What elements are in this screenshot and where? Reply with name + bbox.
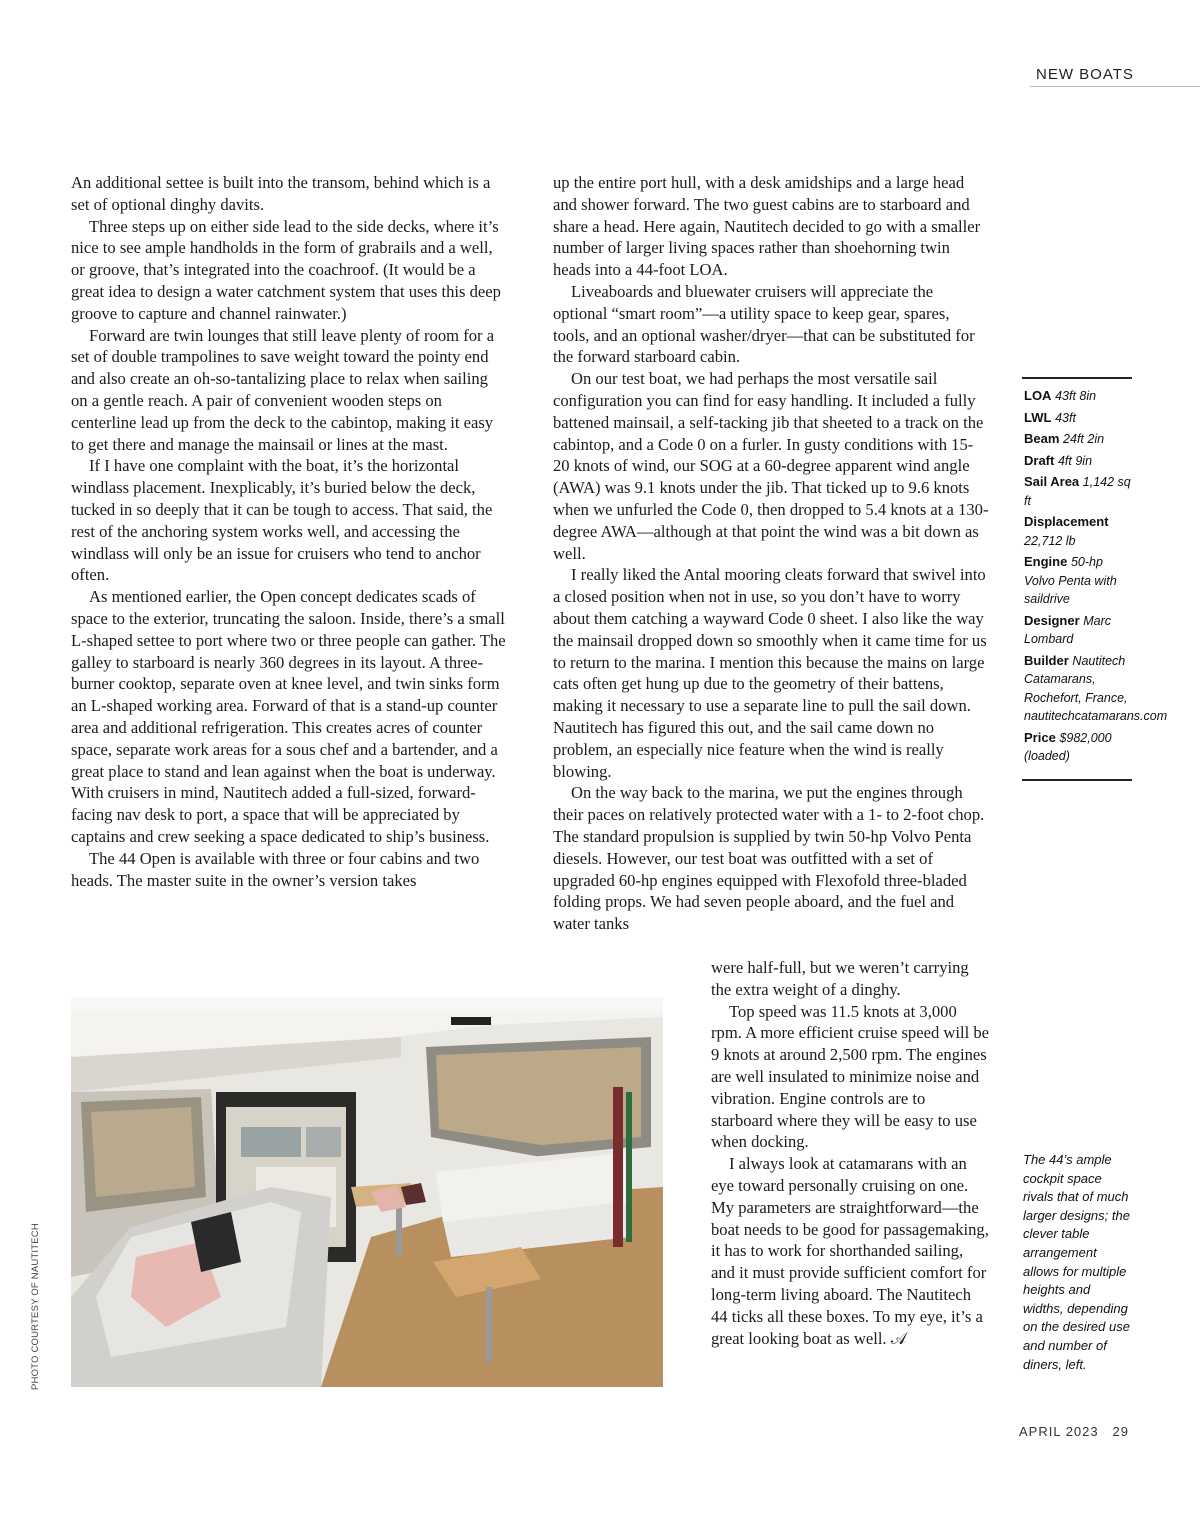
- paragraph: were half-full, but we weren’t carrying the extra weight of a dinghy.: [711, 958, 969, 999]
- paragraph: Forward are twin lounges that still leave plenty of room for a set of double trampolines to save weight toward the pointy end and also create an oh-so-tantalizing place to relax when sailing on a gentle reach. A pair of convenient wooden steps on centerline lead up from the deck to the cabintop, making it easy to get there and manage the mainsail or lines at the mast.: [71, 325, 495, 454]
- page-number: 29: [1112, 1424, 1129, 1439]
- spec-draft: Draft 4ft 9in: [1024, 452, 1093, 468]
- paragraph: I always look at catamarans with an eye toward personally cruising on one. My parameters are straightforward—the boat needs to be good for passagemaking, it has to work for shorthanded sailing, and it must provide sufficient comfort for long-term living aboard. The Nautitech 44 ticks all these boxes. To my eye, it’s a great looking boat as well. 𝒜: [711, 1154, 989, 1348]
- article-column-2: [553, 172, 989, 935]
- spec-designer: Designer Marc Lombard: [1024, 612, 1112, 646]
- paragraph: On our test boat, we had perhaps the most versatile sail configuration you can find for easy handling. It included a fully battened mainsail, a self-tacking jib that sheeted to a track on the cabintop, and a Code 0 on a furler. In gusty conditions with 15-20 knots of wind, our SOG at a 60-degree apparent wind angle (AWA) was 9.1 knots under the jib. That ticked up to 9.6 knots when we unfurled the Code 0, then dropped to 5.4 knots at a 130-degree AWA—although at that point the wind was a bit down as well.: [553, 369, 989, 563]
- paragraph: I really liked the Antal mooring cleats forward that swivel into a closed position when not in use, so you don’t have to worry about them catching a wayward Code 0 sheet. I also like the way the mainsail dropped down so smoothly when it came time for us to return to the marina. I mention this because the mains on large cats often get hung up due to the geometry of their battens, making it necessary to use a separate line to pull the sail down. Nautitech has figured this out, and the sail came down no problem, an especially nice feature when the wind is really blowing.: [553, 565, 987, 781]
- page-footer: [1019, 1424, 1129, 1439]
- paragraph: Liveaboards and bluewater cruisers will appreciate the optional “smart room”—a utility space to keep gear, spares, tools, and an optional washer/dryer—that can be substituted for the forward starboard cabin.: [553, 281, 975, 367]
- spec-lwl: LWL 43ft: [1024, 409, 1076, 425]
- spec-loa: LOA 43ft 8in: [1024, 388, 1097, 403]
- paragraph: On the way back to the marina, we put the engines through their paces on relatively protected water with a 1- to 2-foot chop. The standard propulsion is supplied by twin 50-hp Volvo Penta diesels. However, our test boat was outfitted with a set of upgraded 60-hp engines equipped with Flexofold three-bladed folding props. We had seven people aboard, and the fuel and water tanks: [553, 783, 985, 934]
- footer-month: APRIL 2023: [1019, 1424, 1099, 1439]
- cockpit-photo: [71, 997, 663, 1387]
- article-column-1: [71, 172, 508, 891]
- paragraph: The 44 Open is available with three or four cabins and two heads. The master suite in the owner’s version takes: [71, 848, 480, 890]
- photo-caption: The 44’s ample cockpit space rivals that of much larger designs; the clever table arrangement allows for multiple heights and widths, depending on the desired use and number of diners, left.: [1023, 1152, 1130, 1372]
- paragraph: As mentioned earlier, the Open concept dedicates scads of space to the exterior, truncating the saloon. Inside, there’s a small L-shaped settee to port where two or three people can gather. The galley to starboard is nearly 360 degrees in its layout. A three-burner cooktop, separate oven at knee level, and twin sinks form an L-shaped working area. Forward of that is a stand-up counter area and additional refrigeration. This creates acres of counter space, separate work areas for a sous chef and a bartender, and a great place to stand and lean against when the boat is underway. With cruisers in mind, Nautitech added a full-sized, forward-facing nav desk to port, a space that will be appreciated by captains and crew seeking a space dedicated to ship’s business.: [71, 587, 506, 846]
- spec-box: [1022, 377, 1168, 781]
- article-column-3: [711, 957, 990, 1349]
- spec-engine: Engine 50-hp Volvo Penta with saildrive: [1024, 554, 1117, 606]
- paragraph: Three steps up on either side lead to the side decks, where it’s nice to see ample handholds in the form of grabrails and a well, or groove, that’s integrated into the coachroof. (It would be a great idea to design a water catchment system that uses this deep groove to capture and channel rainwater.): [71, 216, 501, 323]
- photo-credit: PHOTO COURTESY OF NAUTITECH: [30, 1223, 41, 1390]
- section-label: NEW BOATS: [1036, 66, 1134, 83]
- spec-price: Price $982,000 (loaded): [1024, 729, 1112, 763]
- spec-displacement: Displacement 22,712 lb: [1024, 514, 1109, 548]
- paragraph: up the entire port hull, with a desk amidships and a large head and shower forward. The two guest cabins are to starboard and share a head. Here again, Nautitech decided to go with a smaller number of larger living spaces rather than shoehorning twin heads into a 44-foot LOA.: [553, 173, 981, 280]
- paragraph: An additional settee is built into the transom, behind which is a set of optional dinghy davits.: [71, 173, 491, 214]
- paragraph: If I have one complaint with the boat, it’s the horizontal windlass placement. Inexplicably, it’s buried below the deck, tucked in so deeply that it can be tough to access. That said, the rest of the anchoring system works well, and accessing the windlass will only be an issue for cruisers who tend to anchor often.: [71, 456, 493, 585]
- paragraph: Top speed was 11.5 knots at 3,000 rpm. A more efficient cruise speed will be 9 knots at around 2,500 rpm. The engines are well insulated to minimize noise and vibration. Engine controls are to starboard where they will be easy to use when docking.: [711, 1001, 990, 1152]
- section-rule: [1030, 86, 1200, 87]
- spec-beam: Beam 24ft 2in: [1024, 431, 1105, 446]
- spec-builder: Builder Nautitech Catamarans, Rochefort, France, nautitechcatamarans.com: [1024, 652, 1168, 723]
- spec-sail-area: Sail Area 1,142 sq ft: [1024, 474, 1131, 508]
